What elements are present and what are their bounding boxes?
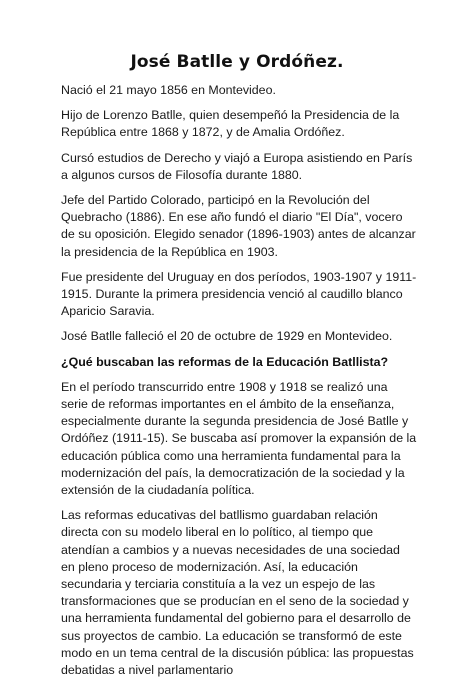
paragraph-death: José Batlle falleció el 20 de octubre de 1929 en Montevideo. xyxy=(61,329,393,344)
paragraph-parents: Hijo de Lorenzo Batlle, quien desempeñó la Presidencia de la República entre 1868 y 1872, y de Amalia Ordóñez. xyxy=(61,108,400,140)
paragraph-reforms-period: En el período transcurrido entre 1908 y 1918 se realizó una serie de reformas importantes en el ámbito de la enseñanza, especialmente durante la segunda presidencia de José Batlle y Ordóñez (1911-15). Se buscaba así promover la expansión de la educación pública como una herramienta fundamental para la modernización del país, la democratización de la sociedad y la extensión de la ciudadanía política. xyxy=(61,379,417,498)
paragraph-presidency: Fue presidente del Uruguay en dos períodos, 1903-1907 y 1911-1915. Durante la primera presidencia venció al caudillo blanco Aparicio Saravia. xyxy=(61,269,417,319)
paragraph-party: Jefe del Partido Colorado, participó en la Revolución del Quebracho (1886). En ese año fundó el diario "El Día", vocero de su oposición. Elegido senador (1896-1903) antes de alcanzar la presidencia de la República en 1903. xyxy=(61,193,416,259)
document-body xyxy=(61,82,417,687)
section-heading: ¿Qué buscaban las reformas de la Educación Batllista? xyxy=(61,354,389,369)
paragraph-reforms-liberal: Las reformas educativas del batllismo guardaban relación directa con su modelo liberal en lo político, al tiempo que atendían a cambios y a nuevas necesidades de una sociedad en pleno proceso de modernización. Así, la educación secundaria y terciaria constituía a la vez un espejo de las transformaciones que se producían en el seno de la sociedad y una herramienta fundamental del gobierno para el desarrollo de sus proyectos de cambio. La educación se transformó de este modo en un tema central de la discusión pública: las propuestas debatidas a nivel parlamentario xyxy=(61,508,414,678)
paragraph-birth: Nació el 21 mayo 1856 en Montevideo. xyxy=(61,83,276,97)
document-title: José Batlle y Ordóñez. xyxy=(130,52,344,72)
paragraph-studies: Cursó estudios de Derecho y viajó a Europa asistiendo en París a algunos cursos de Filosofía durante 1880. xyxy=(61,150,413,182)
